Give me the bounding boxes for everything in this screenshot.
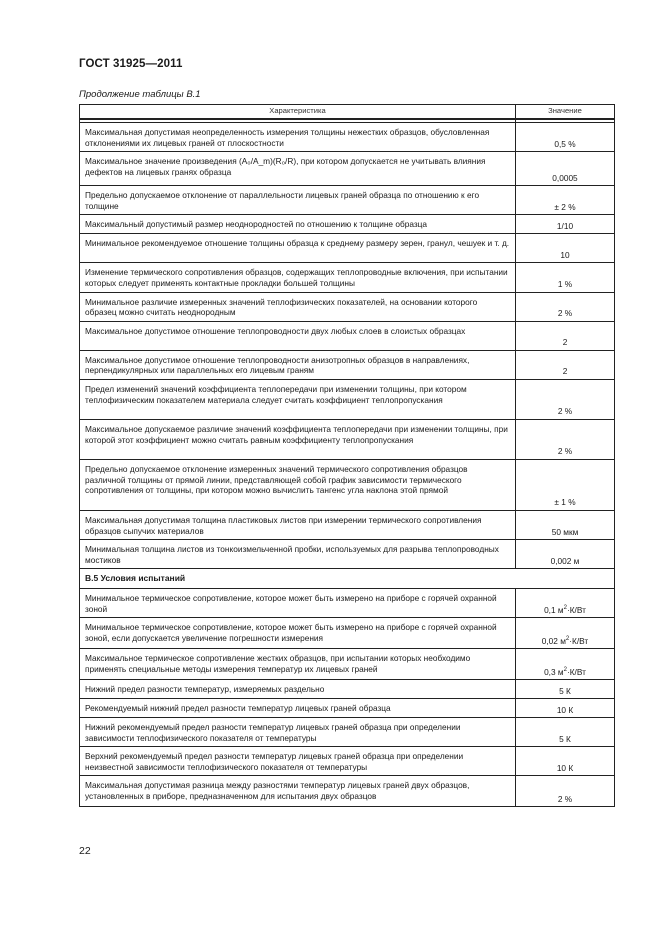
row-characteristic: Минимальное рекомендуемое отношение толщины образца к среднему размеру зерен, гранул, чешуек и т. д.: [80, 234, 516, 263]
table-row: [80, 186, 615, 215]
table-row: [80, 350, 615, 379]
row-characteristic: Предельно допускаемое отклонение измеренных значений термического сопротивления образцов различной толщины от прямой линии, представляющей собой график зависимости термического сопротивления от толщины, при котором можно вычислить тангенс угла наклона этой прямой: [80, 459, 516, 510]
row-characteristic: Минимальное различие измеренных значений теплофизических показателей, на основании которого образец можно считать неоднородным: [80, 292, 516, 321]
row-value: [516, 649, 615, 680]
table-row: [80, 123, 615, 152]
section-title: В.5 Условия испытаний: [80, 569, 615, 589]
row-characteristic: Рекомендуемый нижний предел разности температур лицевых граней образца: [80, 699, 516, 718]
row-value: 50 мкм: [516, 510, 615, 539]
row-characteristic: Максимальное допускаемое различие значений коэффициента теплопередачи при изменении толщины, при которой этот коэффициент можно считать равным коэффициенту теплопропускания: [80, 419, 516, 459]
row-value: 5 К: [516, 680, 615, 699]
row-value: 10 К: [516, 747, 615, 776]
table-row: [80, 649, 615, 680]
table-row: [80, 234, 615, 263]
value-unit: ·К/Вт: [566, 604, 586, 615]
row-value: 2 %: [516, 292, 615, 321]
value-unit: ·К/Вт: [566, 666, 586, 677]
table-caption: Продолжение таблицы В.1: [79, 89, 201, 100]
row-characteristic: Минимальное термическое сопротивление, которое может быть измерено на приборе с горячей охранной зоной, если допускается увеличение погрешности измерения: [80, 618, 516, 649]
table-row: [80, 419, 615, 459]
row-value: [516, 588, 615, 617]
row-characteristic: Максимальная допустимая толщина пластиковых листов при измерении термического сопротивления образцов сыпучих материалов: [80, 510, 516, 539]
table-row: [80, 321, 615, 350]
table-row: [80, 263, 615, 292]
row-value: 2 %: [516, 379, 615, 419]
table-row: [80, 680, 615, 699]
row-characteristic: Предельно допускаемое отклонение от параллельности лицевых граней образца по отношению к его толщине: [80, 186, 516, 215]
row-characteristic: Изменение термического сопротивления образцов, содержащих теплопроводные включения, при испытании которых следует применять контактные прокладки большей толщины: [80, 263, 516, 292]
row-value: 2: [516, 321, 615, 350]
table-row: [80, 292, 615, 321]
table-row: [80, 747, 615, 776]
row-characteristic: Минимальная толщина листов из тонкоизмельченной пробки, используемых для разрыва теплопроводных мостиков: [80, 540, 516, 569]
section-row: [80, 569, 615, 589]
row-value: 1/10: [516, 215, 615, 234]
table-row: [80, 379, 615, 419]
row-characteristic: Максимальное термическое сопротивление жестких образцов, при испытании которых необходимо применять специальные методы измерения температур их лицевых граней: [80, 649, 516, 680]
row-characteristic: Максимальный допустимый размер неоднородностей по отношению к толщине образца: [80, 215, 516, 234]
row-value: 0,002 м: [516, 540, 615, 569]
table-header-row: [80, 105, 615, 120]
row-characteristic: Нижний предел разности температур, измеряемых раздельно: [80, 680, 516, 699]
row-value: 2 %: [516, 776, 615, 807]
row-value: 2: [516, 350, 615, 379]
row-value: 10 К: [516, 699, 615, 718]
value-number: 0,3 м: [544, 666, 564, 677]
row-value: 0,5 %: [516, 123, 615, 152]
table-row: [80, 152, 615, 186]
column-header-value: Значение: [516, 105, 615, 120]
row-characteristic: Максимальная допустимая разница между разностями температур лицевых граней двух образцов, установленных в приборе, предназначенном для испытания двух образцов: [80, 776, 516, 807]
row-value: [516, 618, 615, 649]
row-value: ± 2 %: [516, 186, 615, 215]
value-exponent: 2: [563, 666, 567, 673]
table-row: [80, 699, 615, 718]
table-row: [80, 588, 615, 617]
row-characteristic: Максимальная допустимая неопределенность измерения толщины нежестких образцов, обусловленная отклонениями их лицевых граней от плоскостности: [80, 123, 516, 152]
table-row: [80, 718, 615, 747]
row-characteristic: Верхний рекомендуемый предел разности температур лицевых граней образца при определении неизвестной зависимости теплофизического показателя от температуры: [80, 747, 516, 776]
value-exponent: 2: [565, 635, 570, 642]
table-row: [80, 540, 615, 569]
table-row: [80, 618, 615, 649]
table-row: [80, 776, 615, 807]
row-value: 1 %: [516, 263, 615, 292]
row-value: ± 1 %: [516, 459, 615, 510]
table-row: [80, 459, 615, 510]
row-characteristic: Максимальное допустимое отношение теплопроводности двух любых слоев в слоистых образцах: [80, 321, 516, 350]
row-value: 5 К: [516, 718, 615, 747]
row-characteristic: Нижний рекомендуемый предел разности температур лицевых граней образца при определении зависимости теплофизического показателя от температуры: [80, 718, 516, 747]
table-row: [80, 215, 615, 234]
value-exponent: 2: [563, 604, 567, 611]
row-value: 10: [516, 234, 615, 263]
value-unit: ·К/Вт: [569, 635, 589, 646]
document-code: ГОСТ 31925—2011: [79, 58, 183, 70]
page-number: 22: [79, 845, 91, 857]
row-value: 0,0005: [516, 152, 615, 186]
column-header-characteristic: Характеристика: [80, 105, 516, 120]
row-value: 2 %: [516, 419, 615, 459]
value-number: 0,1 м: [544, 604, 564, 615]
row-characteristic: Предел изменений значений коэффициента теплопередачи при изменении толщины, при котором теплофизическим показателем материала следует считать коэффициент теплопропускания: [80, 379, 516, 419]
value-number: 0,02 м: [541, 635, 566, 646]
table-row: [80, 510, 615, 539]
row-characteristic: Максимальное допустимое отношение теплопроводности анизотропных образцов в направлениях, перпендикулярных или параллельных его лицевым граням: [80, 350, 516, 379]
row-characteristic: Максимальное значение произведения (A₀/A_m)(R₀/R), при котором допускается не учитывать влияния дефектов на лицевых гранях образца: [80, 152, 516, 186]
spec-table: [79, 104, 615, 807]
row-characteristic: Минимальное термическое сопротивление, которое может быть измерено на приборе с горячей охранной зоной: [80, 588, 516, 617]
